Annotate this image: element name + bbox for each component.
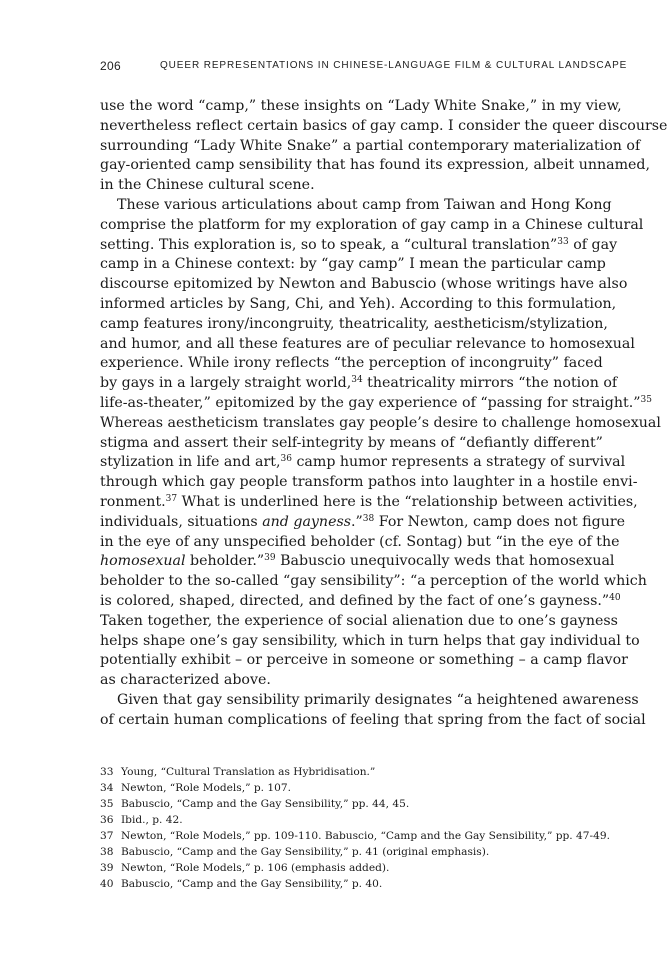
- text-line: experience. While irony reflects “the perception of incongruity” faced: [100, 355, 603, 372]
- running-head: QUEER REPRESENTATIONS IN CHINESE-LANGUAGE FILM & CULTURAL LANDSCAPE: [160, 60, 628, 71]
- text-line: potentially exhibit – or perceive in someone or something – a camp flavor: [100, 652, 628, 669]
- text-line: in the Chinese cultural scene.: [100, 177, 315, 194]
- footnote-number: 36: [100, 814, 114, 826]
- text-line: [100, 592, 621, 612]
- text-line: surrounding “Lady White Snake” a partial contemporary materialization of: [100, 137, 641, 154]
- footnote-text: Babuscio, “Camp and the Gay Sensibility,” p. 41 (original emphasis).: [121, 846, 490, 858]
- text-line: [100, 453, 626, 473]
- footnote-ref[interactable]: 34: [351, 375, 363, 386]
- text-line: [100, 552, 615, 572]
- text-line: camp features irony/incongruity, theatricality, aestheticism/stylization,: [100, 315, 608, 332]
- footnote-text: Newton, “Role Models,” pp. 109-110. Babuscio, “Camp and the Gay Sensibility,” pp. 47-49.: [121, 830, 610, 842]
- text-line: Taken together, the experience of social alienation due to one’s gayness: [100, 612, 618, 629]
- text-line: beholder to the so-called “gay sensibility”: “a perception of the world which: [100, 573, 647, 590]
- text-line: stigma and assert their self-integrity by means of “defiantly different”: [100, 434, 603, 451]
- text-segment: by gays in a largely straight world,: [100, 375, 352, 392]
- footnote-ref[interactable]: 35: [640, 394, 652, 405]
- text-segment: individuals, situations: [100, 513, 263, 530]
- text-line: [100, 236, 618, 256]
- text-line: discourse epitomized by Newton and Babuscio (whose writings have also: [100, 276, 628, 293]
- text-line: Whereas aestheticism translates gay people’s desire to challenge homosexual: [100, 414, 661, 431]
- footnote: [100, 812, 560, 828]
- text-segment: life-as-theater,” epitomized by the gay experience of “passing for straight.”: [100, 394, 641, 411]
- footnote-text: Newton, “Role Models,” p. 107.: [121, 782, 291, 794]
- italic-emphasis: homosexual: [100, 553, 186, 570]
- footnote-text: Babuscio, “Camp and the Gay Sensibility,” pp. 44, 45.: [121, 798, 410, 810]
- text-line: camp in a Chinese context: by “gay camp” I mean the particular camp: [100, 256, 606, 273]
- text-line: [100, 493, 638, 513]
- text-line: [100, 394, 652, 414]
- text-segment: ronment.: [100, 493, 166, 510]
- footnote: [100, 844, 560, 860]
- footnote-ref[interactable]: 38: [362, 513, 375, 524]
- text-line: Given that gay sensibility primarily designates “a heightened awareness: [117, 691, 639, 708]
- text-line: and humor, and all these features are of peculiar relevance to homosexual: [100, 335, 635, 352]
- text-segment: beholder.”: [185, 553, 265, 570]
- page-number: 206: [100, 59, 121, 73]
- text-line: nevertheless reflect certain basics of gay camp. I consider the queer discourse: [100, 117, 667, 134]
- footnote-ref[interactable]: 33: [557, 236, 569, 247]
- page-header: [100, 59, 628, 75]
- footnote: [100, 876, 560, 892]
- footnotes: [100, 764, 610, 892]
- text-segment: setting. This exploration is, so to speak, a “cultural translation”: [100, 236, 558, 253]
- footnote-ref[interactable]: 36: [280, 454, 292, 465]
- footnote-number: 35: [100, 798, 114, 810]
- text-line: informed articles by Sang, Chi, and Yeh). According to this formulation,: [100, 295, 617, 312]
- footnote-number: 38: [100, 846, 114, 858]
- text-line: use the word “camp,” these insights on “Lady White Snake,” in my view,: [100, 98, 622, 114]
- text-segment: Babuscio unequivocally weds that homosexual: [275, 553, 615, 570]
- footnote-number: 37: [100, 830, 114, 842]
- footnote-text: Babuscio, “Camp and the Gay Sensibility,” p. 40.: [121, 878, 383, 890]
- footnote-text: Ibid., p. 42.: [121, 814, 183, 826]
- body-text: [100, 97, 667, 731]
- footnote: [100, 764, 560, 780]
- footnote: [100, 780, 560, 796]
- footnote-number: 40: [100, 878, 114, 890]
- footnote-ref[interactable]: 37: [165, 493, 178, 504]
- text-segment: is colored, shaped, directed, and defined by the fact of one’s gayness.”: [100, 592, 610, 609]
- text-segment: camp humor represents a strategy of survival: [291, 454, 626, 471]
- text-segment: What is underlined here is the “relationship between activities,: [177, 493, 638, 510]
- text-line: of certain human complications of feeling that spring from the fact of social: [100, 711, 646, 728]
- text-line: in the eye of any unspecified beholder (cf. Sontag) but “in the eye of the: [100, 533, 620, 550]
- footnote-number: 39: [100, 862, 114, 874]
- footnote: [100, 860, 560, 876]
- text-segment: of gay: [568, 236, 618, 253]
- text-line: [100, 513, 626, 533]
- footnote: [100, 796, 560, 812]
- text-line: comprise the platform for my exploration of gay camp in a Chinese cultural: [100, 216, 644, 233]
- text-line: [100, 374, 618, 394]
- text-line: These various articulations about camp from Taiwan and Hong Kong: [117, 196, 612, 213]
- footnote-ref[interactable]: 40: [609, 592, 621, 603]
- footnote-number: 34: [100, 782, 114, 794]
- footnote-text: Young, “Cultural Translation as Hybridisation.”: [121, 766, 376, 778]
- footnote: [100, 828, 610, 844]
- footnote-text: Newton, “Role Models,” p. 106 (emphasis added).: [121, 862, 390, 874]
- footnote-ref[interactable]: 39: [264, 553, 276, 564]
- italic-emphasis: and gayness: [262, 513, 352, 530]
- text-segment: stylization in life and art,: [100, 454, 281, 471]
- text-segment: For Newton, camp does not figure: [374, 513, 626, 530]
- text-line: as characterized above.: [100, 672, 271, 689]
- text-line: through which gay people transform pathos into laughter in a hostile envi-: [100, 474, 638, 491]
- text-line: helps shape one’s gay sensibility, which in turn helps that gay individual to: [100, 632, 640, 649]
- text-segment: .”: [351, 513, 363, 530]
- footnote-number: 33: [100, 766, 114, 778]
- text-line: gay-oriented camp sensibility that has found its expression, albeit unnamed,: [100, 157, 651, 174]
- text-segment: theatricality mirrors “the notion of: [362, 375, 618, 392]
